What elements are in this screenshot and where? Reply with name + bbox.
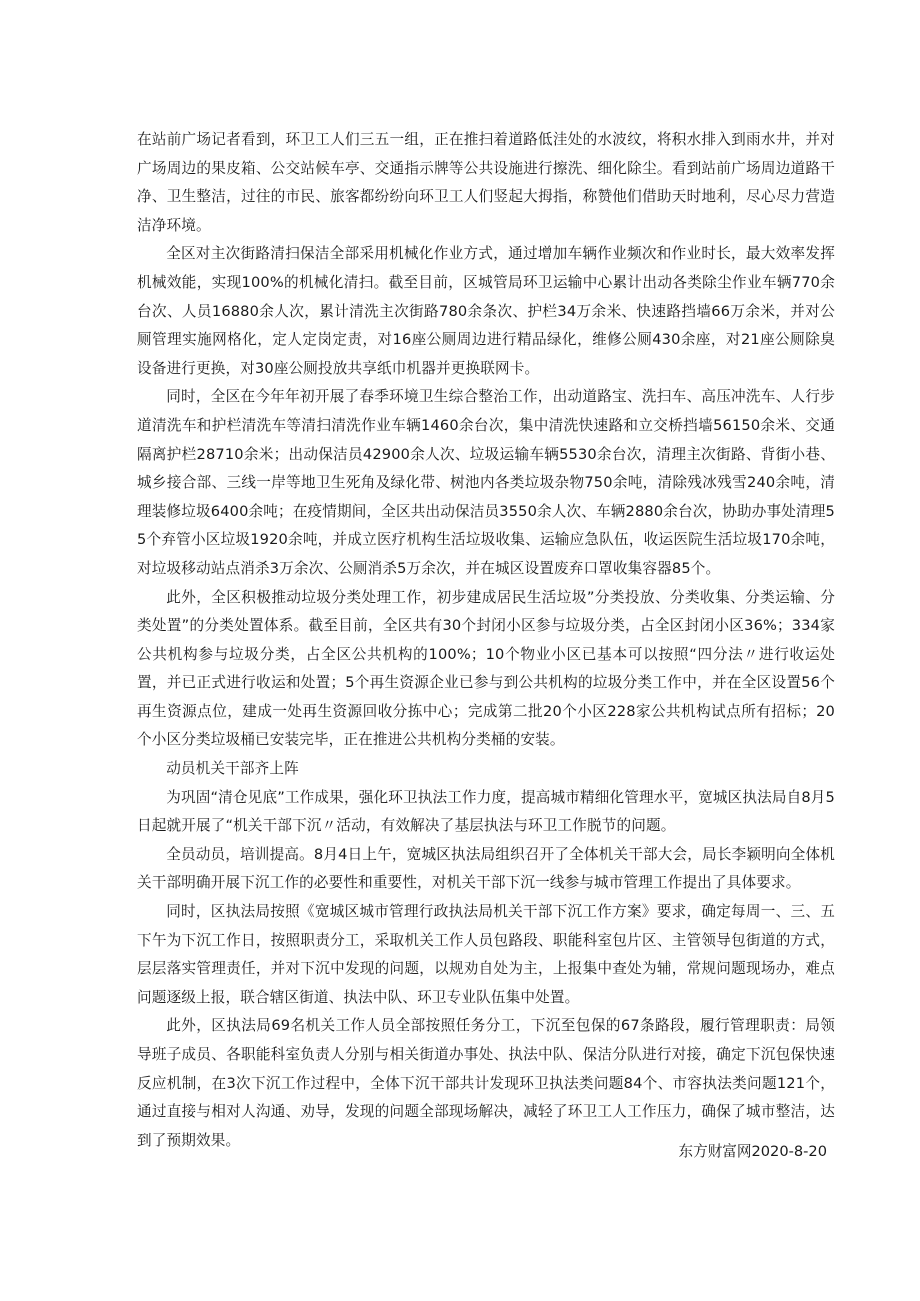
paragraph-4: 此外，全区积极推动垃圾分类处理工作，初步建成居民生活垃圾”分类投放、分类收集、分类运输、分类处置”的分类处置体系。截至目前，全区共有30个封闭小区参与垃圾分类，占全区封闭小区36%；334家公共机构参与垃圾分类，占全区公共机构的100%；10个物业小区已基本可以按照“四分法〃进行收运处置，并已正式进行收运和处置；5个再生资源企业已参与到公共机构的垃圾分类工作中，并在全区设置56个再生资源点位，建成一处再生资源回收分拣中心；完成第二批20个小区228家公共机构试点所有招标；20个小区分类垃圾桶已安装完毕，正在推进公共机构分类桶的安装。 xyxy=(137,588,835,749)
paragraph-2: 全区对主次街路清扫保洁全部采用机械化作业方式，通过增加车辆作业频次和作业时长，最大效率发挥机械效能，实现100%的机械化清扫。截至目前，区城管局环卫运输中心累计出动各类除尘作业车辆770余台次、人员16880余人次，累计清洗主次街路780余条次、护栏34万余米、快速路挡墙66万余米，并对公厕管理实施网格化，定人定岗定责，对16座公厕周边进行精品绿化，维修公厕430余座，对21座公厕除臭设备进行更换，对30座公厕投放共享纸巾机器并更换联网卡。 xyxy=(137,245,835,377)
article-body xyxy=(137,126,835,1155)
paragraph-3: 同时，全区在今年年初开展了春季环境卫生综合整治工作，出动道路宝、洗扫车、高压冲洗车、人行步道清洗车和护栏清洗车等清扫清洗作业车辆1460余台次，集中清洗快速路和立交桥挡墙56150余米、交通隔离护栏28710余米；出动保洁员42900余人次、垃圾运输车辆5530余台次，清理主次街路、背街小巷、城乡接合部、三线一岸等地卫生死角及绿化带、树池内各类垃圾杂物750余吨，清除残冰残雪240余吨，清理装修垃圾6400余吨；在疫情期间，全区共出动保洁员3550余人次、车辆2880余台次，协助办事处清理55个弃管小区垃圾1920余吨，并成立医疗机构生活垃圾收集、运输应急队伍，收运医院生活垃圾170余吨，对垃圾移动站点消杀3万余次、公厕消杀5万余次，并在城区设置废弃口罩收集容器85个。 xyxy=(137,388,835,577)
paragraph-8: 此外，区执法局69名机关工作人员全部按照任务分工，下沉至包保的67条路段，履行管理职责：局领导班子成员、各职能科室负责人分别与相关街道办事处、执法中队、保洁分队进行对接，确定下沉包保快速反应机制，在3次下沉工作过程中，全体下沉干部共计发现环卫执法类问题84个、市容执法类问题121个，通过直接与相对人沟通、劝导，发现的问题全部现场解决，减轻了环卫工人工作压力，确保了城市整洁，达到了预期效果。 xyxy=(137,1017,835,1149)
source-attribution: 东方财富网2020-8-20 xyxy=(678,1143,827,1160)
section-heading: 动员机关干部齐上阵 xyxy=(166,760,299,778)
paragraph-7: 同时，区执法局按照《宽城区城市管理行政执法局机关干部下沉工作方案》要求，确定每周一、三、五下午为下沉工作日，按照职责分工，采取机关工作人员包路段、职能科室包片区、主管领导包街道的方式，层层落实管理责任，并对下沉中发现的问题，以规劝自处为主，上报集中查处为辅，常规问题现场办，难点问题逐级上报，联合辖区街道、执法中队、环卫专业队伍集中处置。 xyxy=(137,903,835,1006)
paragraph-5: 为巩固“清仓见底”工作成果，强化环卫执法工作力度，提高城市精细化管理水平，宽城区执法局自8月5日起就开展了“机关干部下沉〃活动，有效解决了基层执法与环卫工作脱节的问题。 xyxy=(137,788,835,835)
paragraph-6: 全员动员，培训提高。8月4日上午，宽城区执法局组织召开了全体机关干部大会，局长李颖明向全体机关干部明确开展下沉工作的必要性和重要性，对机关干部下沉一线参与城市管理工作提出了具体要求。 xyxy=(137,845,835,892)
paragraph-1: 在站前广场记者看到，环卫工人们三五一组，正在推扫着道路低洼处的水波纹，将积水排入到雨水井，并对广场周边的果皮箱、公交站候车亭、交通指示牌等公共设施进行擦洗、细化除尘。看到站前广场周边道路干净、卫生整洁，过往的市民、旅客都纷纷向环卫工人们竖起大拇指，称赞他们借助天时地利，尽心尽力营造洁净环境。 xyxy=(137,131,835,234)
